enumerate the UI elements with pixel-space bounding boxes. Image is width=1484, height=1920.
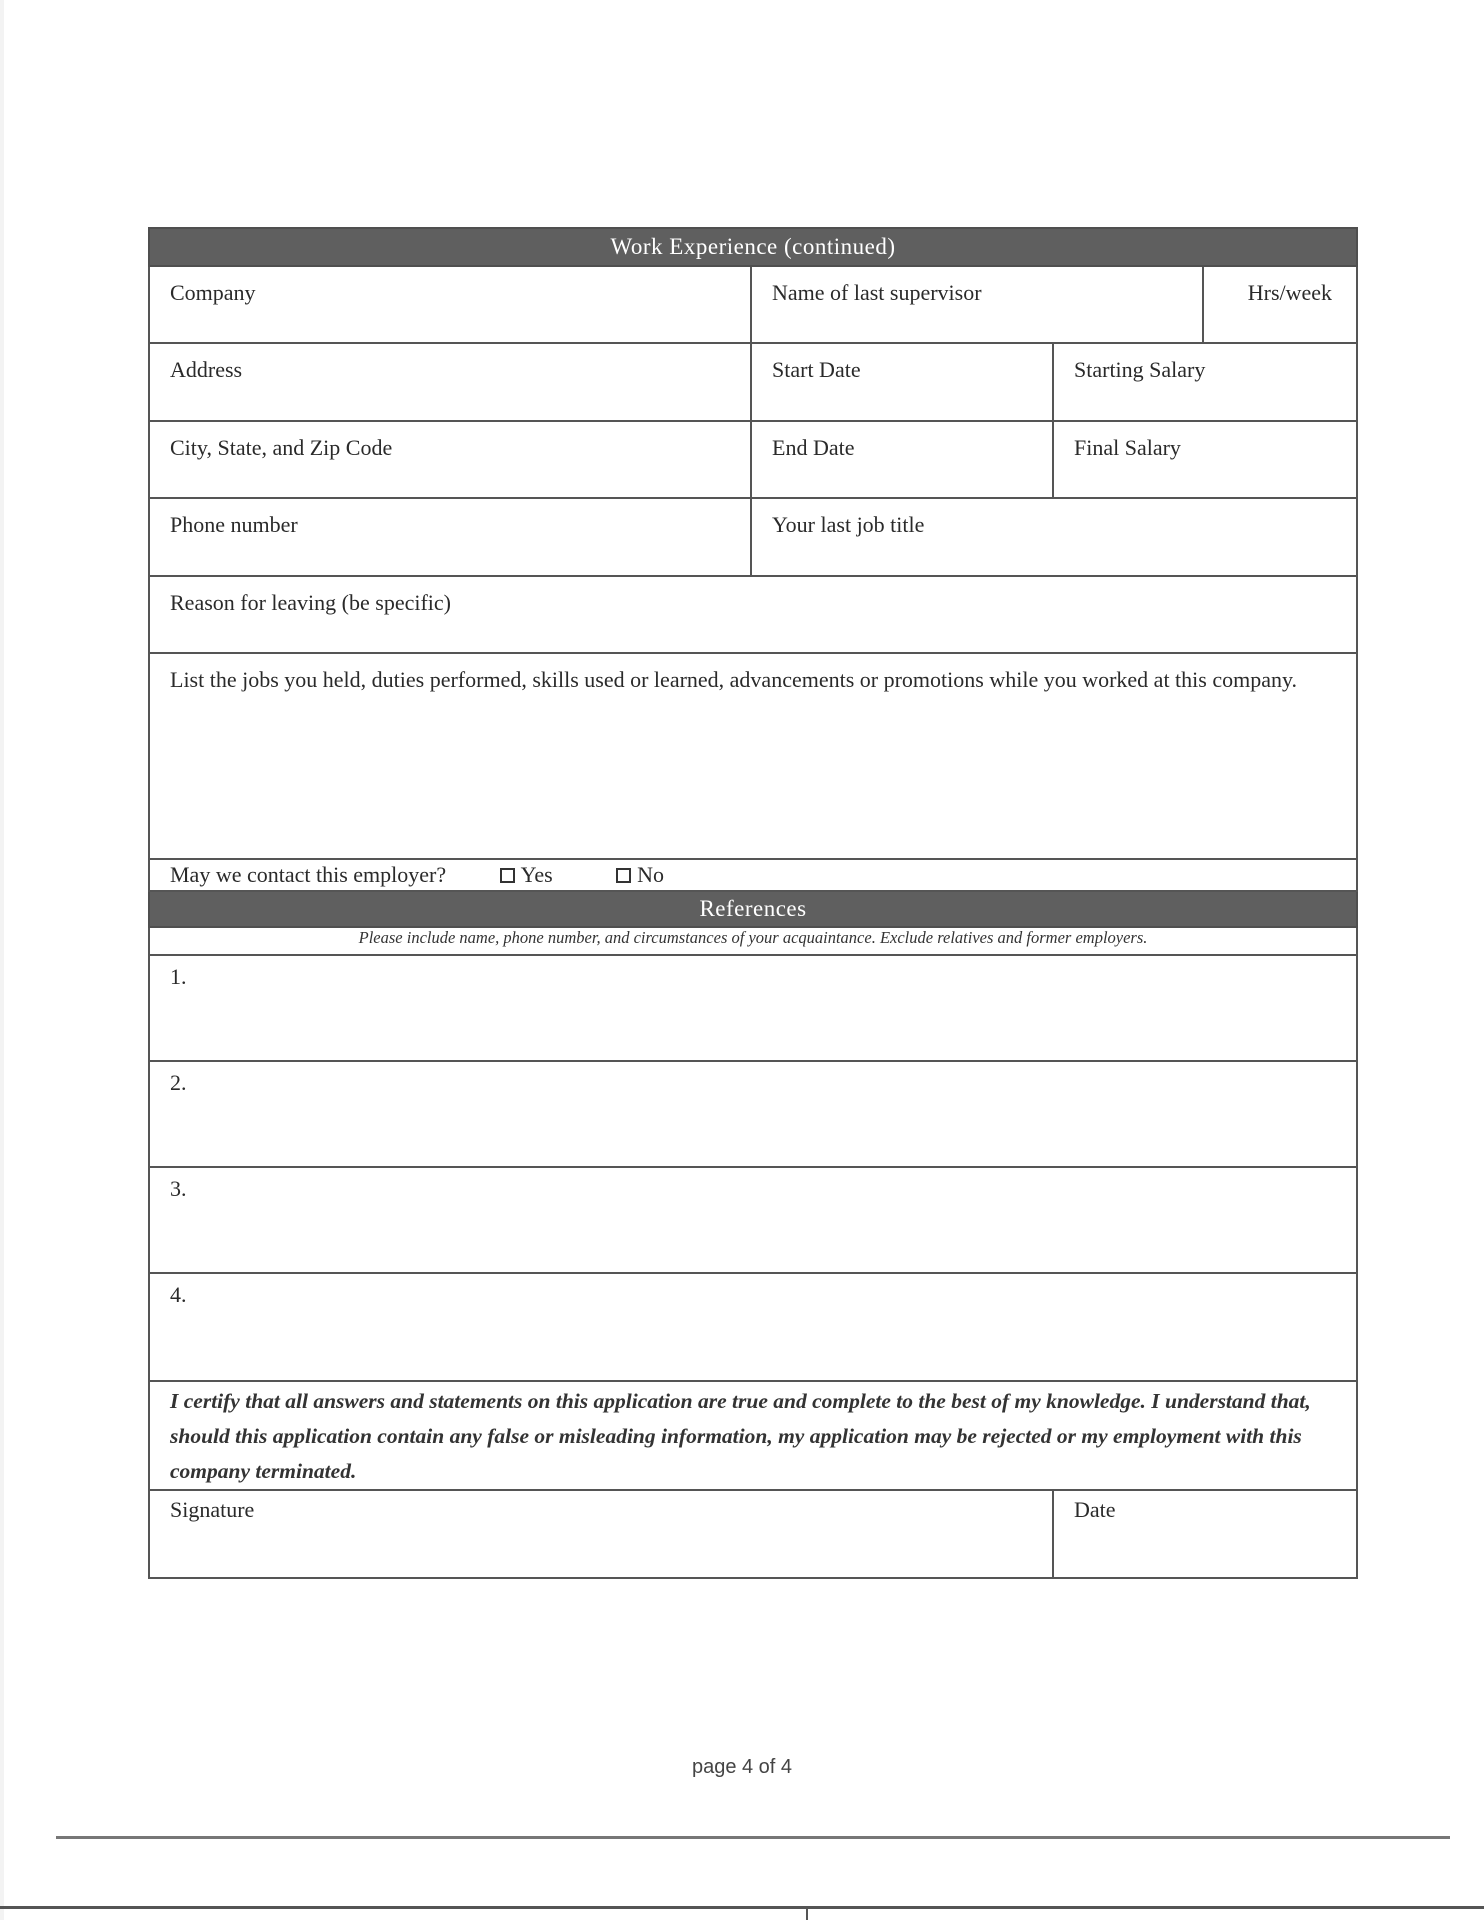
contact-employer-row <box>149 859 1357 891</box>
end-date-field[interactable] <box>751 421 1053 498</box>
end-date-label: End Date <box>772 435 855 460</box>
duties-label: List the jobs you held, duties performed, skills used or learned, advancements or promotions while you worked at this company. <box>170 667 1298 692</box>
yes-checkbox[interactable] <box>500 868 515 883</box>
references-instruction-row <box>149 927 1357 955</box>
job-title-label: Your last job title <box>772 512 925 537</box>
company-label: Company <box>170 280 256 305</box>
city-state-zip-field[interactable] <box>149 421 751 498</box>
phone-field[interactable] <box>149 498 751 576</box>
phone-label: Phone number <box>170 512 298 537</box>
reference-number: 3. <box>170 1176 187 1201</box>
certification-row <box>149 1381 1357 1490</box>
address-field[interactable] <box>149 343 751 421</box>
scan-edge-mark <box>806 1908 808 1920</box>
hrs-week-label: Hrs/week <box>1247 280 1333 305</box>
reason-for-leaving-label: Reason for leaving (be specific) <box>170 590 451 615</box>
starting-salary-field[interactable] <box>1053 343 1357 421</box>
page-number: page 4 of 4 <box>691 1756 793 1778</box>
scan-bottom-edge <box>0 1906 1484 1909</box>
contact-employer-question: May we contact this employer? <box>170 862 447 887</box>
start-date-field[interactable] <box>751 343 1053 421</box>
duties-field[interactable] <box>149 653 1357 859</box>
footer-divider <box>56 1836 1450 1839</box>
final-salary-label: Final Salary <box>1074 435 1181 460</box>
address-label: Address <box>170 357 243 382</box>
supervisor-field[interactable] <box>751 266 1203 343</box>
date-label: Date <box>1074 1497 1116 1522</box>
application-form <box>148 227 1358 1579</box>
hrs-week-field[interactable] <box>1203 266 1357 343</box>
supervisor-label: Name of last supervisor <box>772 280 982 305</box>
scan-page-edge <box>0 0 4 1920</box>
signature-field[interactable] <box>149 1490 1053 1578</box>
final-salary-field[interactable] <box>1053 421 1357 498</box>
work-experience-header: Work Experience (continued) <box>149 228 1357 266</box>
starting-salary-label: Starting Salary <box>1074 357 1206 382</box>
reason-for-leaving-field[interactable] <box>149 576 1357 653</box>
references-header: References <box>149 891 1357 927</box>
no-checkbox[interactable] <box>616 868 631 883</box>
reference-number: 1. <box>170 964 187 989</box>
date-field[interactable] <box>1053 1490 1357 1578</box>
start-date-label: Start Date <box>772 357 861 382</box>
yes-label: Yes <box>520 862 553 887</box>
no-label: No <box>637 862 665 887</box>
reference-number: 2. <box>170 1070 187 1095</box>
reference-field-4[interactable] <box>149 1273 1357 1381</box>
company-field[interactable] <box>149 266 751 343</box>
contact-yes-option[interactable] <box>500 860 553 890</box>
reference-number: 4. <box>170 1282 187 1307</box>
certification-text: I certify that all answers and statements on this application are true and complete to the best of my knowledge. I understand that, should this application contain any false or misleading information, my application may be rejected or my employment with this company terminated. <box>170 1389 1311 1483</box>
city-state-zip-label: City, State, and Zip Code <box>170 435 393 460</box>
reference-field-1[interactable] <box>149 955 1357 1061</box>
contact-no-option[interactable] <box>616 860 664 890</box>
reference-field-2[interactable] <box>149 1061 1357 1167</box>
signature-label: Signature <box>170 1497 255 1522</box>
job-title-field[interactable] <box>751 498 1357 576</box>
reference-field-3[interactable] <box>149 1167 1357 1273</box>
references-instruction: Please include name, phone number, and circumstances of your acquaintance. Exclude relatives and former employers. <box>358 928 1148 947</box>
